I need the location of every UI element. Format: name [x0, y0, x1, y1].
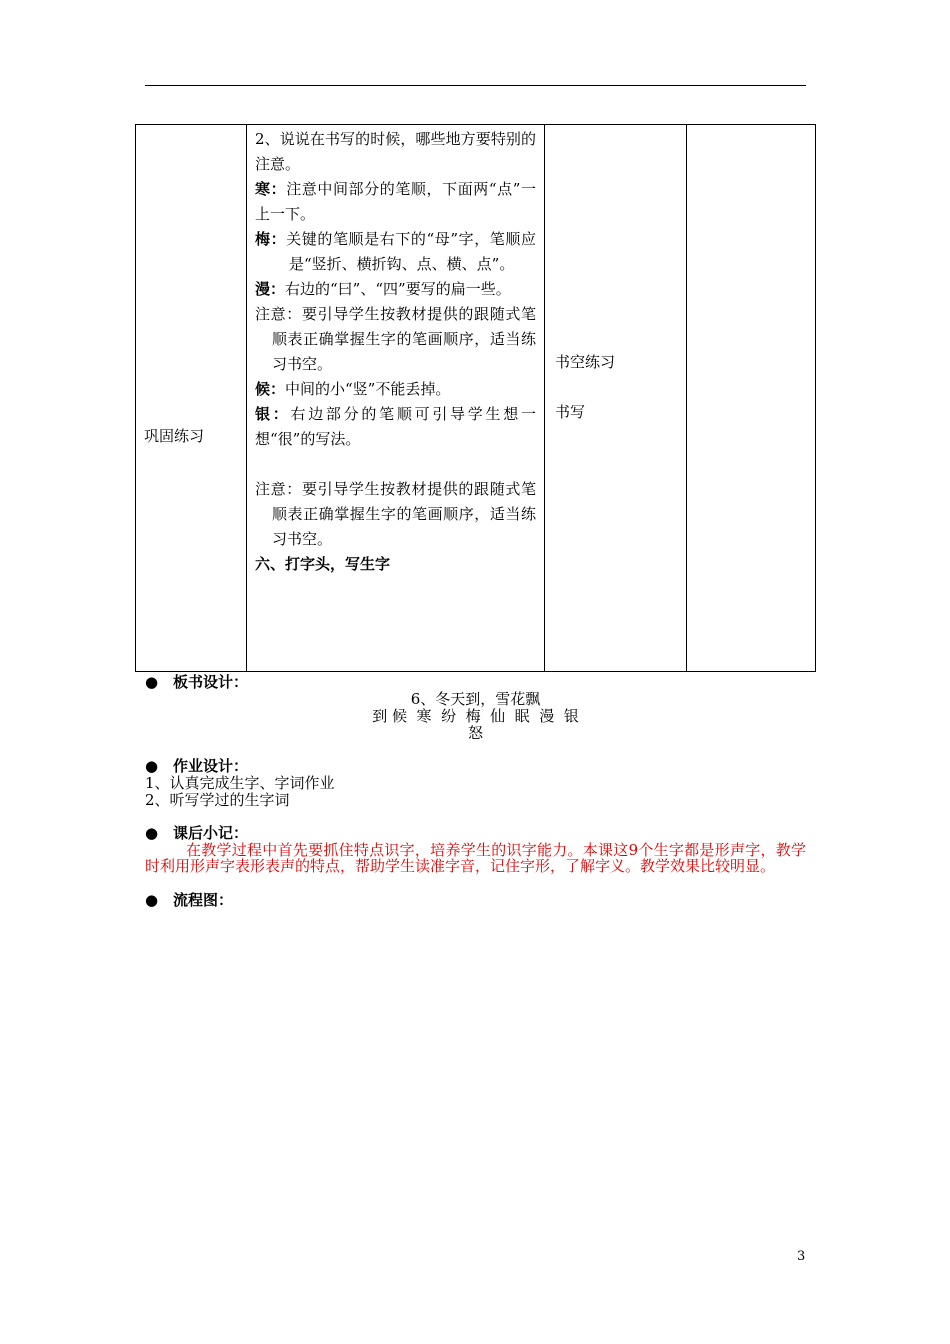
header-rule [145, 85, 806, 86]
char-man: 漫：右边的“曰”、“四”要写的扁一些。 [255, 280, 511, 298]
note-1: 注意：要引导学生按教材提供的跟随式笔顺表正确掌握生字的笔画顺序，适当练习书空。 [255, 305, 536, 373]
step-6: 六、打字头，写生字 [255, 555, 391, 573]
stage-label: 巩固练习 [144, 427, 205, 445]
method-air-writing: 书空练习 [555, 353, 616, 371]
flow-heading: 流程图： [173, 891, 234, 909]
board-chars: 到 候 寒 纷 梅 仙 眠 漫 银 [372, 707, 579, 725]
board-char-last: 怒 [467, 724, 483, 742]
bullet-icon: ● [145, 891, 159, 909]
board-heading: 板书设计： [173, 673, 249, 691]
lesson-table [135, 124, 816, 672]
char-han: 寒：注意中间部分的笔顺，下面两“点”一上一下。 [255, 180, 536, 223]
bullet-icon: ● [145, 757, 159, 775]
question-2: 2、说说在书写的时候，哪些地方要特别的注意。 [255, 130, 536, 173]
bullet-icon: ● [145, 673, 159, 691]
method-cell [545, 125, 687, 672]
empty-cell [687, 125, 816, 672]
content-cell [247, 125, 545, 672]
char-hou: 候：中间的小“竖”不能丢掉。 [255, 380, 451, 398]
notes-text: 在教学过程中首先要抓住特点识字，培养学生的识字能力。本课这9个生字都是形声字，教学时利用形声字表形表声的特点，帮助学生读准字音，记住字形，了解字义。教学效果比较明显。 [145, 841, 806, 875]
char-mei: 梅：关键的笔顺是右下的“母”字，笔顺应是“竖折、横折钩、点、横、点”。 [255, 230, 536, 273]
page-number: 3 [797, 1249, 806, 1264]
method-writing: 书写 [555, 403, 586, 421]
homework-item-1: 1、认真完成生字、字词作业 [145, 774, 335, 792]
homework-heading: 作业设计： [173, 757, 249, 775]
table-row [136, 125, 816, 672]
homework-item-2: 2、听写学过的生字词 [145, 791, 290, 809]
stage-cell [136, 125, 247, 672]
note-2: 注意：要引导学生按教材提供的跟随式笔顺表正确掌握生字的笔画顺序，适当练习书空。 [255, 480, 536, 548]
board-title: 6、冬天到，雪花飘 [410, 690, 541, 708]
notes-heading: 课后小记： [173, 824, 249, 842]
char-yin: 银：右边部分的笔顺可引导学生想一想“很”的写法。 [255, 405, 536, 448]
bullet-icon: ● [145, 824, 159, 842]
